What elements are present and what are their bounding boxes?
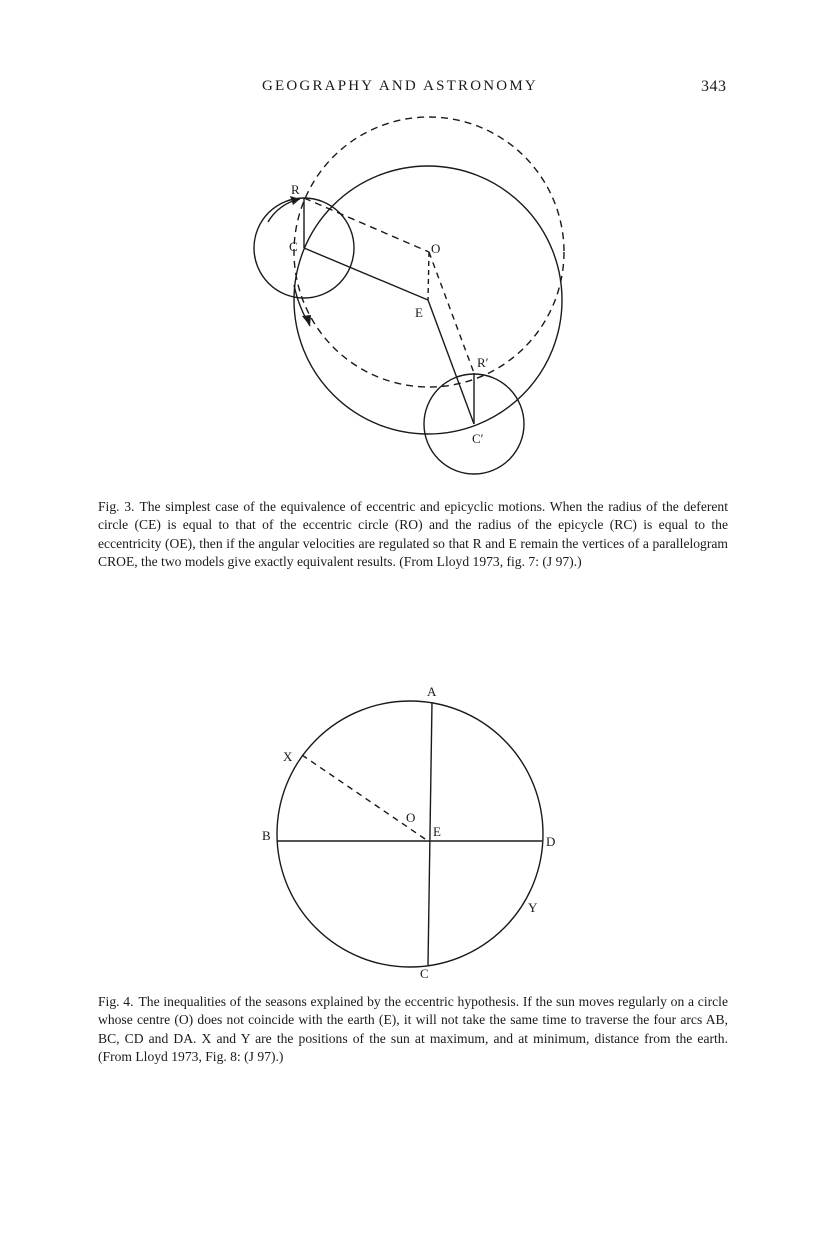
figure-3-caption [98, 498, 728, 571]
label-e: E [433, 824, 441, 839]
arrowhead-icon [302, 315, 311, 326]
page-number: 343 [701, 78, 727, 95]
label-r-prime: R′ [477, 355, 489, 370]
line-x-e [302, 755, 428, 841]
running-title: GEOGRAPHY AND ASTRONOMY [262, 78, 538, 94]
caption-number: Fig. 3. [98, 499, 135, 514]
label-c-prime: C′ [472, 431, 484, 446]
label-b: B [262, 828, 271, 843]
caption-text: The simplest case of the equivalence of eccentric and epicyclic motions. When the radius of the deferent circle (CE) is equal to that of the eccentric circle (RO) and the radius of the epicycle (RC) is equal to the eccentricity (OE), then if the angular velocities are regulated so that R and E remain the vertices of a parallelogram CROE, the two models give exactly equivalent results. (From Lloyd 1973, fig. 7: (J 97).) [98, 499, 728, 569]
label-a: A [427, 684, 437, 699]
arrowhead-icon [290, 196, 300, 205]
line-r-o [304, 198, 429, 252]
line-o-r-prime [429, 252, 474, 373]
line-o-e [428, 252, 429, 300]
eccentric-circle [277, 701, 543, 967]
label-c: C [289, 239, 298, 254]
line-c-e [304, 248, 428, 300]
line-a-c [428, 702, 432, 965]
caption-number: Fig. 4. [98, 994, 134, 1009]
figure-4-caption [98, 993, 728, 1066]
label-o: O [406, 810, 416, 825]
label-y: Y [528, 900, 538, 915]
label-e: E [415, 305, 423, 320]
caption-text: The inequalities of the seasons explained by the eccentric hypothesis. If the sun moves regularly on a circle whose centre (O) does not coincide with the earth (E), it will not take the same time to traverse the four arcs AB, BC, CD and DA. X and Y are the positions of the sun at maximum, and at minimum, distance from the earth. (From Lloyd 1973, Fig. 8: (J 97).) [98, 994, 728, 1064]
label-d: D [546, 834, 556, 849]
label-x: X [283, 749, 293, 764]
figure-4-diagram [0, 660, 822, 1000]
label-c: C [420, 966, 429, 981]
label-o: O [431, 241, 441, 256]
figure-3-diagram [0, 0, 822, 500]
label-r: R [291, 182, 300, 197]
line-e-c-prime [428, 300, 474, 424]
